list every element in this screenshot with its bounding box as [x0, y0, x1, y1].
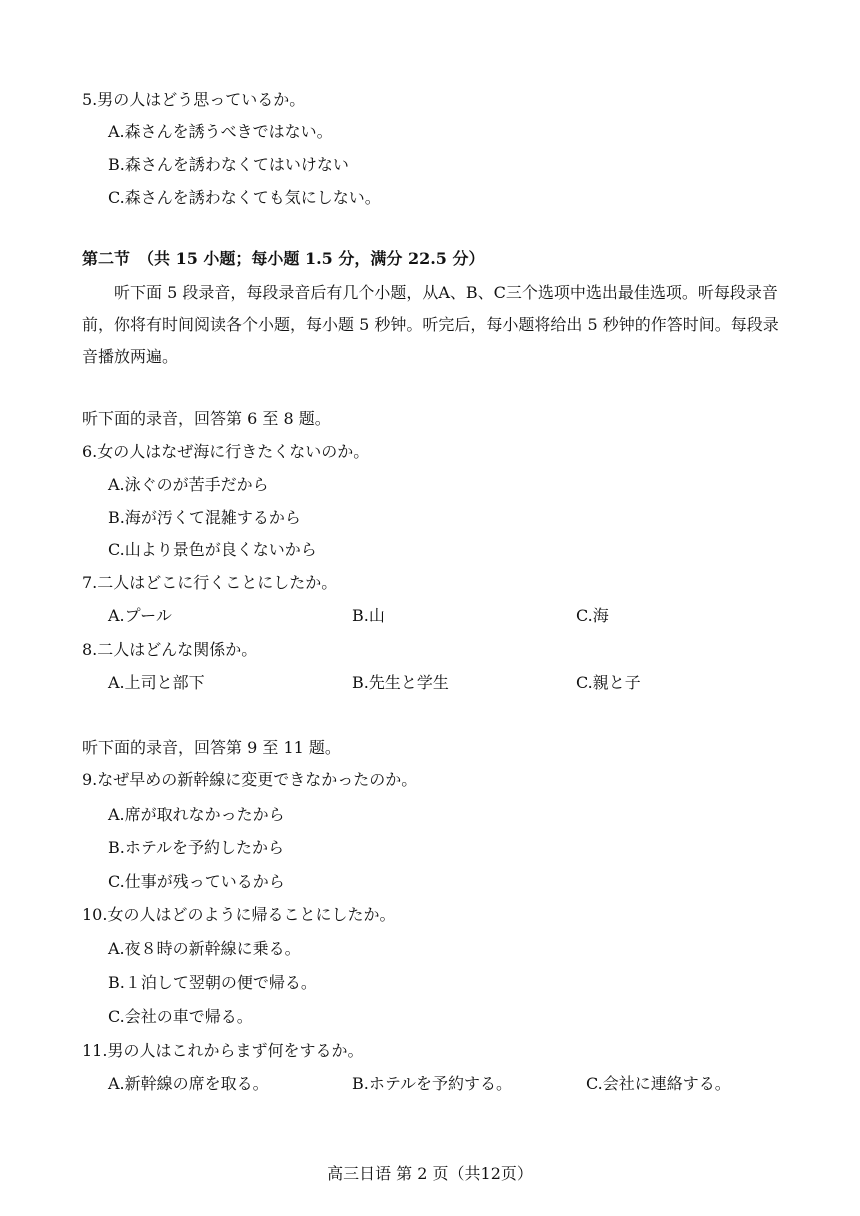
q5-option-b: B.森さんを誘わなくてはいけない — [108, 155, 349, 174]
group-1-intro: 听下面的录音，回答第 6 至 8 题。 — [82, 409, 331, 428]
q11-option-b: B.ホテルを予約する。 — [352, 1074, 513, 1093]
q5-option-a: A.森さんを誘うべきではない。 — [108, 122, 333, 141]
section-title: 第二节 （共 15 小题；每小题 1.5 分，满分 22.5 分） — [82, 249, 485, 268]
q10-option-b: B.１泊して翌朝の便で帰る。 — [108, 973, 317, 992]
q10-option-a: A.夜８時の新幹線に乗る。 — [108, 939, 301, 958]
question-10: 10.女の人はどのように帰ることにしたか。 — [82, 905, 396, 924]
q7-option-c: C.海 — [576, 606, 609, 625]
page-footer: 高三日语 第 2 页（共12页） — [327, 1164, 533, 1183]
question-7: 7.二人はどこに行くことにしたか。 — [82, 573, 338, 592]
question-11: 11.男の人はこれからまず何をするか。 — [82, 1041, 364, 1060]
group-2-intro: 听下面的录音，回答第 9 至 11 题。 — [82, 738, 341, 757]
q7-option-b: B.山 — [352, 606, 385, 625]
q5-option-c: C.森さんを誘わなくても気にしない。 — [108, 188, 381, 207]
q8-option-a: A.上司と部下 — [108, 673, 205, 692]
q9-option-a: A.席が取れなかったから — [108, 805, 285, 824]
question-9: 9.なぜ早めの新幹線に変更できなかったのか。 — [82, 770, 418, 789]
q6-option-b: B.海が汚くて混雑するから — [108, 508, 301, 527]
q11-option-a: A.新幹線の席を取る。 — [108, 1074, 269, 1093]
q6-option-c: C.山より景色が良くないから — [108, 540, 317, 559]
question-8: 8.二人はどんな関係か。 — [82, 640, 258, 659]
q6-option-a: A.泳ぐのが苦手だから — [108, 475, 269, 494]
q8-option-b: B.先生と学生 — [352, 673, 449, 692]
q9-option-b: B.ホテルを予約したから — [108, 838, 285, 857]
question-6: 6.女の人はなぜ海に行きたくないのか。 — [82, 442, 370, 461]
q11-option-c: C.会社に連絡する。 — [586, 1074, 731, 1093]
q9-option-c: C.仕事が残っているから — [108, 872, 285, 891]
q7-option-a: A.プール — [108, 606, 172, 625]
question-5: 5.男の人はどう思っているか。 — [82, 90, 306, 109]
q10-option-c: C.会社の車で帰る。 — [108, 1007, 253, 1026]
q8-option-c: C.親と子 — [576, 673, 641, 692]
section-instructions: 听下面 5 段录音，每段录音后有几个小题，从A、B、C三个选项中选出最佳选项。听每段录音前，你将有时间阅读各个小题，每小题 5 秒钟。听完后，每小题将给出 5 秒钟的作答时间。每段录音播放两遍。 — [82, 283, 779, 366]
